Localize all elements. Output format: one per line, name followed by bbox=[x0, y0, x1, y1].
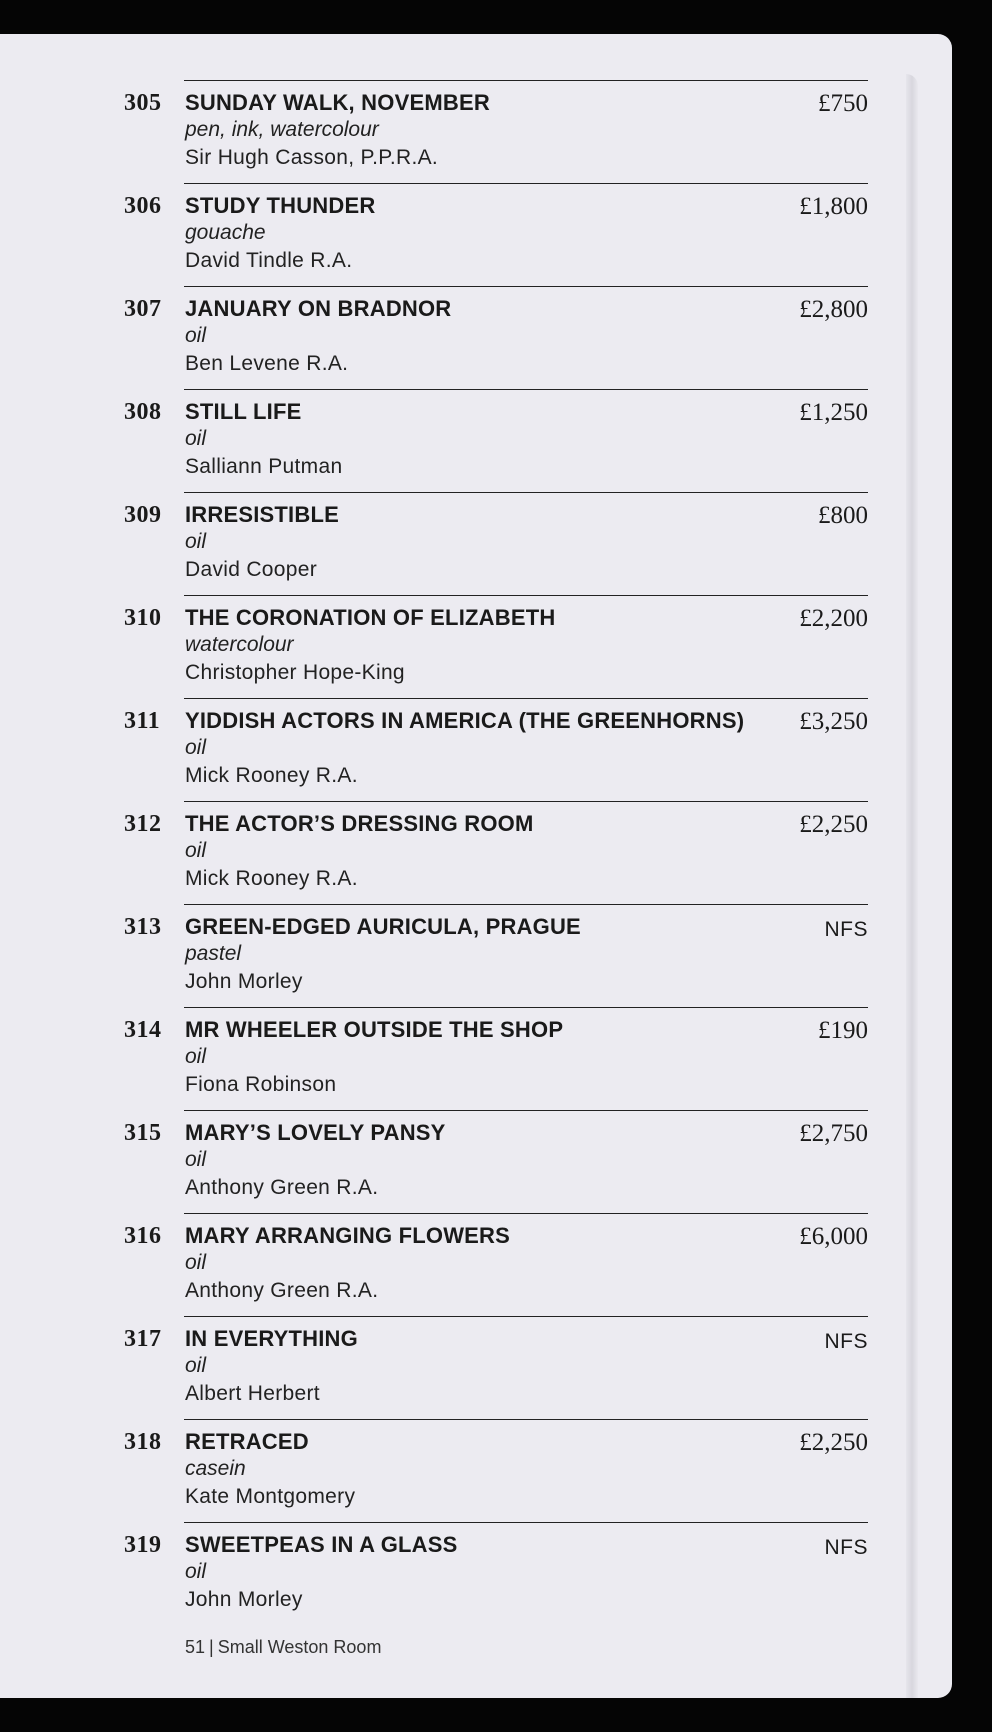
entry-price: NFS bbox=[824, 1330, 868, 1353]
entry-title: IRRESISTIBLE bbox=[185, 502, 339, 527]
entry-number: 309 bbox=[124, 502, 162, 528]
entry-number: 311 bbox=[124, 708, 161, 734]
entry-medium: oil bbox=[185, 1560, 207, 1583]
entry-price: £6,000 bbox=[799, 1223, 868, 1250]
entry-title: STUDY THUNDER bbox=[185, 193, 376, 218]
catalogue-entry bbox=[0, 1316, 952, 1419]
catalogue-entry bbox=[0, 389, 952, 492]
entry-medium: oil bbox=[185, 839, 207, 862]
entry-divider bbox=[184, 1522, 868, 1523]
catalogue-entry bbox=[0, 1007, 952, 1110]
entry-price: £2,750 bbox=[799, 1120, 868, 1147]
catalogue-entry bbox=[0, 1522, 952, 1625]
entry-artist: Fiona Robinson bbox=[185, 1073, 337, 1096]
entry-divider bbox=[184, 389, 868, 390]
catalogue-entry bbox=[0, 1110, 952, 1213]
entry-price: £1,250 bbox=[799, 399, 868, 426]
catalogue-list bbox=[0, 80, 952, 1625]
entry-number: 315 bbox=[124, 1120, 162, 1146]
entry-divider bbox=[184, 286, 868, 287]
entry-divider bbox=[184, 698, 868, 699]
entry-artist: Anthony Green R.A. bbox=[185, 1176, 379, 1199]
entry-medium: pen, ink, watercolour bbox=[185, 118, 379, 141]
catalogue-entry bbox=[0, 801, 952, 904]
entry-title: YIDDISH ACTORS IN AMERICA (THE GREENHORNS) bbox=[185, 708, 745, 733]
entry-number: 317 bbox=[124, 1326, 162, 1352]
entry-price: £2,250 bbox=[799, 1429, 868, 1456]
entry-title: SUNDAY WALK, NOVEMBER bbox=[185, 90, 490, 115]
catalogue-entry bbox=[0, 492, 952, 595]
entry-divider bbox=[184, 80, 868, 81]
entry-title: THE CORONATION OF ELIZABETH bbox=[185, 605, 556, 630]
entry-number: 313 bbox=[124, 914, 162, 940]
entry-artist: Sir Hugh Casson, P.P.R.A. bbox=[185, 146, 439, 169]
entry-divider bbox=[184, 492, 868, 493]
entry-medium: gouache bbox=[185, 221, 266, 244]
entry-artist: Mick Rooney R.A. bbox=[185, 867, 358, 890]
page-footer bbox=[185, 1637, 381, 1658]
entry-divider bbox=[184, 183, 868, 184]
entry-medium: oil bbox=[185, 1148, 207, 1171]
entry-price: £3,250 bbox=[799, 708, 868, 735]
entry-title: IN EVERYTHING bbox=[185, 1326, 358, 1351]
entry-number: 305 bbox=[124, 90, 162, 116]
catalogue-entry bbox=[0, 904, 952, 1007]
entry-medium: oil bbox=[185, 324, 207, 347]
entry-number: 307 bbox=[124, 296, 162, 322]
entry-price: £190 bbox=[818, 1017, 868, 1044]
entry-medium: oil bbox=[185, 1045, 207, 1068]
catalogue-page bbox=[0, 34, 952, 1698]
catalogue-entry bbox=[0, 286, 952, 389]
catalogue-entry bbox=[0, 80, 952, 183]
catalogue-entry bbox=[0, 698, 952, 801]
entry-price: £1,800 bbox=[799, 193, 868, 220]
entry-artist: John Morley bbox=[185, 1588, 303, 1611]
entry-price: £2,800 bbox=[799, 296, 868, 323]
entry-number: 316 bbox=[124, 1223, 162, 1249]
entry-price: NFS bbox=[824, 1536, 868, 1559]
entry-artist: Anthony Green R.A. bbox=[185, 1279, 379, 1302]
section-name: Small Weston Room bbox=[217, 1637, 382, 1657]
entry-divider bbox=[184, 1316, 868, 1317]
entry-title: JANUARY ON BRADNOR bbox=[185, 296, 452, 321]
entry-divider bbox=[184, 1007, 868, 1008]
entry-divider bbox=[184, 1110, 868, 1111]
entry-medium: oil bbox=[185, 1251, 207, 1274]
catalogue-entry bbox=[0, 595, 952, 698]
entry-artist: Christopher Hope-King bbox=[185, 661, 405, 684]
entry-medium: oil bbox=[185, 530, 207, 553]
page-number: 51 bbox=[185, 1637, 206, 1657]
entry-divider bbox=[184, 904, 868, 905]
entry-divider bbox=[184, 1213, 868, 1214]
entry-price: £800 bbox=[818, 502, 868, 529]
entry-number: 306 bbox=[124, 193, 162, 219]
entry-artist: John Morley bbox=[185, 970, 303, 993]
catalogue-entry bbox=[0, 1213, 952, 1316]
entry-artist: Albert Herbert bbox=[185, 1382, 320, 1405]
entry-medium: oil bbox=[185, 736, 207, 759]
entry-medium: watercolour bbox=[185, 633, 294, 656]
entry-title: MR WHEELER OUTSIDE THE SHOP bbox=[185, 1017, 564, 1042]
entry-artist: Kate Montgomery bbox=[185, 1485, 356, 1508]
entry-divider bbox=[184, 801, 868, 802]
entry-medium: oil bbox=[185, 1354, 207, 1377]
entry-artist: Salliann Putman bbox=[185, 455, 343, 478]
entry-title: STILL LIFE bbox=[185, 399, 302, 424]
entry-price: £750 bbox=[818, 90, 868, 117]
entry-title: RETRACED bbox=[185, 1429, 309, 1454]
entry-divider bbox=[184, 595, 868, 596]
entry-medium: oil bbox=[185, 427, 207, 450]
entry-title: SWEETPEAS IN A GLASS bbox=[185, 1532, 458, 1557]
footer-separator: | bbox=[209, 1637, 214, 1657]
entry-number: 314 bbox=[124, 1017, 162, 1043]
entry-number: 308 bbox=[124, 399, 162, 425]
entry-artist: Mick Rooney R.A. bbox=[185, 764, 358, 787]
entry-title: MARY ARRANGING FLOWERS bbox=[185, 1223, 511, 1248]
entry-title: MARY’S LOVELY PANSY bbox=[185, 1120, 446, 1145]
entry-price: NFS bbox=[824, 918, 868, 941]
entry-price: £2,250 bbox=[799, 811, 868, 838]
entry-title: GREEN-EDGED AURICULA, PRAGUE bbox=[185, 914, 581, 939]
entry-artist: David Cooper bbox=[185, 558, 317, 581]
entry-price: £2,200 bbox=[799, 605, 868, 632]
entry-artist: David Tindle R.A. bbox=[185, 249, 353, 272]
entry-number: 312 bbox=[124, 811, 162, 837]
entry-number: 310 bbox=[124, 605, 162, 631]
entry-medium: casein bbox=[185, 1457, 246, 1480]
entry-divider bbox=[184, 1419, 868, 1420]
catalogue-entry bbox=[0, 1419, 952, 1522]
catalogue-entry bbox=[0, 183, 952, 286]
entry-number: 319 bbox=[124, 1532, 162, 1558]
entry-number: 318 bbox=[124, 1429, 162, 1455]
entry-title: THE ACTOR’S DRESSING ROOM bbox=[185, 811, 534, 836]
entry-artist: Ben Levene R.A. bbox=[185, 352, 349, 375]
entry-medium: pastel bbox=[185, 942, 242, 965]
